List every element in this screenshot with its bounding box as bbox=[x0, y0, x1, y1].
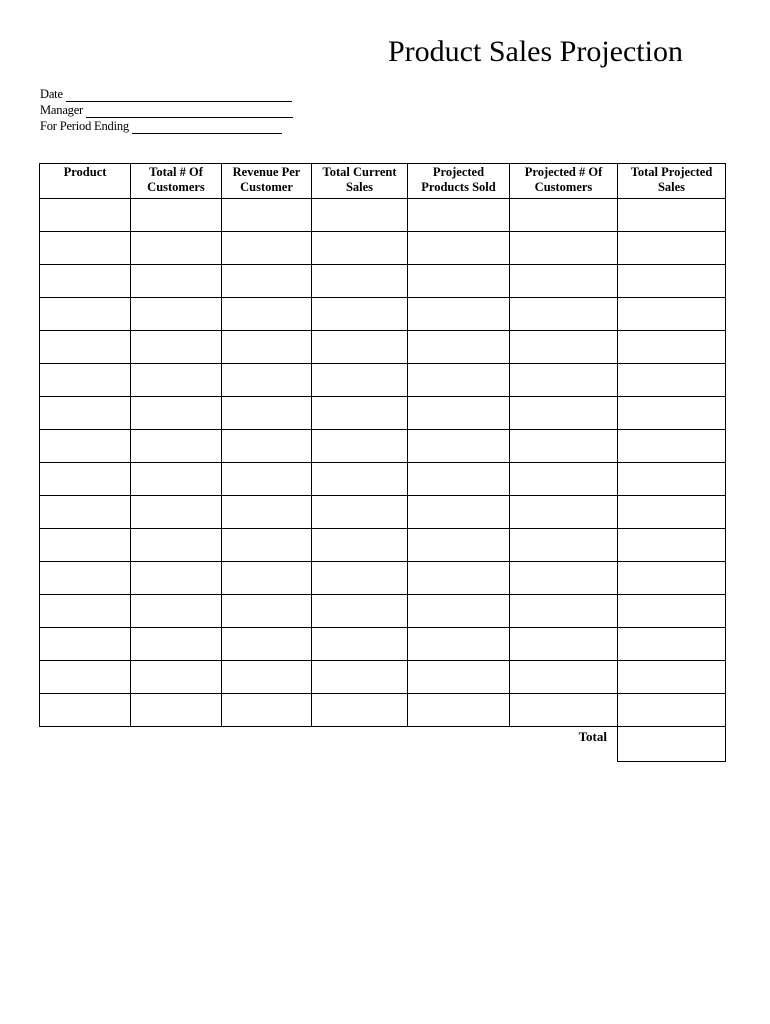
table-cell[interactable] bbox=[510, 265, 618, 298]
table-cell[interactable] bbox=[510, 331, 618, 364]
header-projected-customers bbox=[510, 164, 618, 199]
table-cell[interactable] bbox=[40, 331, 131, 364]
table-row bbox=[40, 265, 726, 298]
table-cell[interactable] bbox=[618, 199, 726, 232]
header-total-customers-line1: Total # Of bbox=[149, 165, 203, 179]
table-cell[interactable] bbox=[312, 529, 408, 562]
table-cell[interactable] bbox=[40, 694, 131, 727]
table-cell[interactable] bbox=[312, 397, 408, 430]
table-cell[interactable] bbox=[222, 232, 312, 265]
table-cell[interactable] bbox=[40, 397, 131, 430]
table-cell[interactable] bbox=[40, 364, 131, 397]
table-cell[interactable] bbox=[222, 661, 312, 694]
table-cell[interactable] bbox=[408, 628, 510, 661]
table-row bbox=[40, 232, 726, 265]
table-cell[interactable] bbox=[131, 694, 222, 727]
table-cell[interactable] bbox=[131, 463, 222, 496]
table-cell[interactable] bbox=[312, 298, 408, 331]
table-cell[interactable] bbox=[510, 661, 618, 694]
header-projected-customers-line1: Projected # Of bbox=[524, 165, 603, 179]
total-value-cell[interactable] bbox=[618, 727, 726, 762]
table-cell[interactable] bbox=[408, 232, 510, 265]
table-cell[interactable] bbox=[222, 562, 312, 595]
table-cell[interactable] bbox=[510, 199, 618, 232]
date-blank-line[interactable] bbox=[66, 90, 292, 102]
table-cell[interactable] bbox=[618, 364, 726, 397]
table-cell[interactable] bbox=[222, 529, 312, 562]
table-cell[interactable] bbox=[222, 298, 312, 331]
table-cell[interactable] bbox=[618, 628, 726, 661]
header-product-line1: Product bbox=[63, 165, 107, 179]
table-cell[interactable] bbox=[408, 529, 510, 562]
table-cell[interactable] bbox=[312, 364, 408, 397]
table-cell[interactable] bbox=[312, 694, 408, 727]
table-cell[interactable] bbox=[131, 331, 222, 364]
table-cell[interactable] bbox=[312, 199, 408, 232]
page-title: Product Sales Projection bbox=[388, 35, 683, 68]
table-cell[interactable] bbox=[40, 529, 131, 562]
table-cell[interactable] bbox=[618, 595, 726, 628]
table-cell[interactable] bbox=[510, 496, 618, 529]
header-projected-products-sold bbox=[408, 164, 510, 199]
table-cell[interactable] bbox=[222, 364, 312, 397]
table-cell[interactable] bbox=[510, 562, 618, 595]
table-row bbox=[40, 661, 726, 694]
table-cell[interactable] bbox=[510, 397, 618, 430]
table-cell[interactable] bbox=[618, 562, 726, 595]
table-row bbox=[40, 298, 726, 331]
table-cell[interactable] bbox=[40, 628, 131, 661]
table-cell[interactable] bbox=[131, 562, 222, 595]
table-cell[interactable] bbox=[408, 199, 510, 232]
table-cell[interactable] bbox=[618, 496, 726, 529]
header-total-current-sales bbox=[312, 164, 408, 199]
table-cell[interactable] bbox=[131, 595, 222, 628]
table-cell[interactable] bbox=[40, 661, 131, 694]
table-cell[interactable] bbox=[312, 265, 408, 298]
table-row bbox=[40, 529, 726, 562]
table-cell[interactable] bbox=[408, 331, 510, 364]
table-cell[interactable] bbox=[222, 397, 312, 430]
table-cell[interactable] bbox=[408, 463, 510, 496]
table-cell[interactable] bbox=[618, 232, 726, 265]
table-cell[interactable] bbox=[312, 232, 408, 265]
table-row bbox=[40, 694, 726, 727]
table-cell[interactable] bbox=[510, 232, 618, 265]
table-cell[interactable] bbox=[618, 265, 726, 298]
header-total-customers-line2: Customers bbox=[147, 180, 205, 194]
date-label: Date bbox=[40, 87, 63, 101]
table-cell[interactable] bbox=[222, 430, 312, 463]
header-revenue-per-customer-line1: Revenue Per bbox=[232, 165, 301, 179]
table-cell[interactable] bbox=[131, 199, 222, 232]
header-projected-products-sold-line2: Products Sold bbox=[421, 180, 496, 194]
table-header-row bbox=[40, 164, 726, 199]
header-total-current-sales-line1: Total Current bbox=[322, 165, 397, 179]
table-cell[interactable] bbox=[131, 232, 222, 265]
table-cell[interactable] bbox=[40, 298, 131, 331]
table-row bbox=[40, 463, 726, 496]
table-cell[interactable] bbox=[408, 397, 510, 430]
date-field[interactable] bbox=[40, 86, 293, 102]
table-cell[interactable] bbox=[222, 628, 312, 661]
table-row bbox=[40, 397, 726, 430]
header-total-projected-sales bbox=[618, 164, 726, 199]
table-cell[interactable] bbox=[131, 430, 222, 463]
header-total-projected-sales-line1: Total Projected bbox=[630, 165, 713, 179]
table-cell[interactable] bbox=[222, 265, 312, 298]
table-cell[interactable] bbox=[131, 364, 222, 397]
table-cell[interactable] bbox=[618, 430, 726, 463]
total-row bbox=[40, 727, 726, 762]
table-cell[interactable] bbox=[312, 463, 408, 496]
table-cell[interactable] bbox=[510, 628, 618, 661]
table-cell[interactable] bbox=[40, 199, 131, 232]
header-product bbox=[40, 164, 131, 199]
table-cell[interactable] bbox=[312, 562, 408, 595]
table-row bbox=[40, 331, 726, 364]
table-cell[interactable] bbox=[408, 595, 510, 628]
header-total-current-sales-line2: Sales bbox=[345, 180, 374, 194]
table-cell[interactable] bbox=[408, 364, 510, 397]
table-cell[interactable] bbox=[312, 496, 408, 529]
table-cell[interactable] bbox=[40, 595, 131, 628]
table-cell[interactable] bbox=[131, 529, 222, 562]
table-row bbox=[40, 595, 726, 628]
table-cell[interactable] bbox=[618, 529, 726, 562]
table-row bbox=[40, 364, 726, 397]
table-cell[interactable] bbox=[222, 331, 312, 364]
table-cell[interactable] bbox=[131, 265, 222, 298]
table-cell[interactable] bbox=[40, 430, 131, 463]
header-projected-products-sold-line1: Projected bbox=[432, 165, 485, 179]
total-row-spacer bbox=[40, 727, 510, 762]
table-cell[interactable] bbox=[222, 199, 312, 232]
table-cell[interactable] bbox=[40, 232, 131, 265]
table-row bbox=[40, 562, 726, 595]
table-cell[interactable] bbox=[510, 595, 618, 628]
period-ending-label: For Period Ending bbox=[40, 119, 129, 133]
table-cell[interactable] bbox=[408, 496, 510, 529]
table-cell[interactable] bbox=[40, 562, 131, 595]
table-cell[interactable] bbox=[312, 661, 408, 694]
table-cell[interactable] bbox=[408, 298, 510, 331]
table-cell[interactable] bbox=[510, 298, 618, 331]
period-ending-field[interactable] bbox=[40, 118, 293, 134]
table-row bbox=[40, 628, 726, 661]
header-total-projected-sales-line2: Sales bbox=[657, 180, 686, 194]
table-cell[interactable] bbox=[510, 364, 618, 397]
table-cell[interactable] bbox=[222, 595, 312, 628]
table-cell[interactable] bbox=[618, 694, 726, 727]
table-cell[interactable] bbox=[40, 463, 131, 496]
table-cell[interactable] bbox=[408, 661, 510, 694]
table-row bbox=[40, 430, 726, 463]
total-label: Total bbox=[510, 727, 618, 762]
table-cell[interactable] bbox=[312, 628, 408, 661]
table-cell[interactable] bbox=[408, 562, 510, 595]
header-total-customers bbox=[131, 164, 222, 199]
table-cell[interactable] bbox=[618, 298, 726, 331]
table-cell[interactable] bbox=[131, 661, 222, 694]
table-row bbox=[40, 496, 726, 529]
table-cell[interactable] bbox=[618, 661, 726, 694]
table-cell[interactable] bbox=[131, 496, 222, 529]
table-cell[interactable] bbox=[510, 430, 618, 463]
table-row bbox=[40, 199, 726, 232]
table-cell[interactable] bbox=[408, 430, 510, 463]
table-cell[interactable] bbox=[40, 496, 131, 529]
table-cell[interactable] bbox=[618, 397, 726, 430]
sales-projection-table bbox=[39, 163, 726, 762]
table-cell[interactable] bbox=[408, 265, 510, 298]
table-cell[interactable] bbox=[312, 595, 408, 628]
header-revenue-per-customer-line2: Customer bbox=[240, 180, 293, 194]
table-cell[interactable] bbox=[618, 463, 726, 496]
header-revenue-per-customer bbox=[222, 164, 312, 199]
table-body bbox=[40, 199, 726, 727]
table-cell[interactable] bbox=[510, 463, 618, 496]
period-ending-blank-line[interactable] bbox=[132, 122, 282, 134]
table-cell[interactable] bbox=[618, 331, 726, 364]
header-projected-customers-line2: Customers bbox=[534, 180, 593, 194]
table-cell[interactable] bbox=[131, 298, 222, 331]
table-cell[interactable] bbox=[222, 496, 312, 529]
table-cell[interactable] bbox=[312, 331, 408, 364]
table-cell[interactable] bbox=[222, 694, 312, 727]
table-cell[interactable] bbox=[131, 397, 222, 430]
table-cell[interactable] bbox=[131, 628, 222, 661]
table-cell[interactable] bbox=[408, 694, 510, 727]
table-cell[interactable] bbox=[222, 463, 312, 496]
table-cell[interactable] bbox=[312, 430, 408, 463]
form-fields bbox=[40, 86, 293, 134]
table-cell[interactable] bbox=[40, 265, 131, 298]
manager-blank-line[interactable] bbox=[86, 106, 293, 118]
manager-label: Manager bbox=[40, 103, 84, 117]
table-cell[interactable] bbox=[510, 694, 618, 727]
manager-field[interactable] bbox=[40, 102, 293, 118]
table-cell[interactable] bbox=[510, 529, 618, 562]
